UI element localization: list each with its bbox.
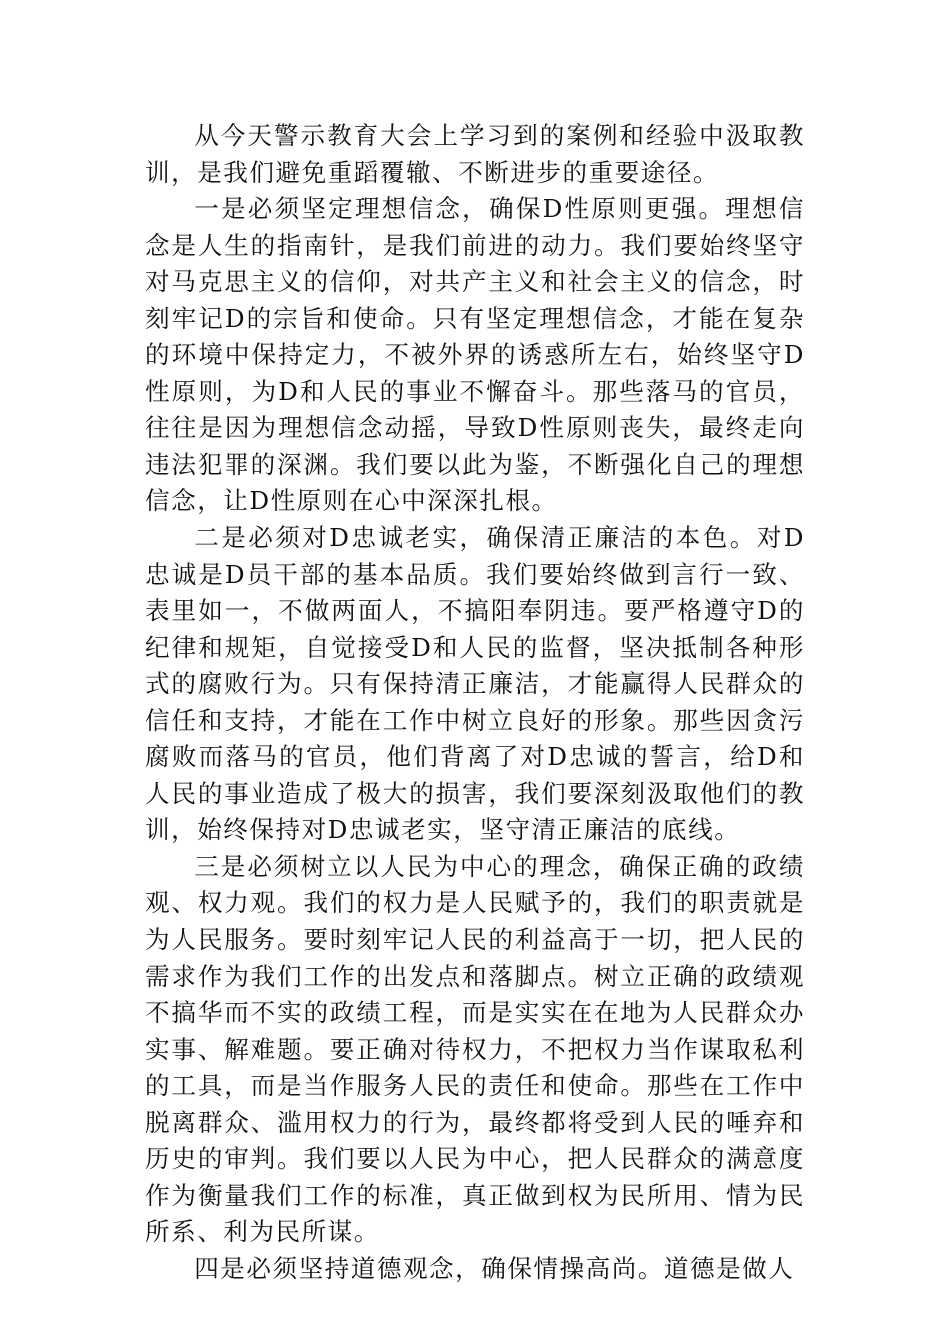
paragraph-point-4: 四是必须坚持道德观念，确保情操高尚。道德是做人 (194, 1253, 795, 1283)
document-body (145, 118, 805, 1288)
paragraph-point-3: 三是必须树立以人民为中心的理念，确保正确的政绩观、权力观。我们的权力是人民赋予的，我们的职责就是为人民服务。要时刻牢记人民的利益高于一切，把人民的需求作为我们工作的出发点和落脚点。树立正确的政绩观不搞华而不实的政绩工程，而是实实在在地为人民群众办实事、解难题。要正确对待权力，不把权力当作谋取私利的工具，而是当作服务人民的责任和使命。那些在工作中脱离群众、滥用权力的行为，最终都将受到人民的唾弃和历史的审判。我们要以人民为中心，把人民群众的满意度作为衡量我们工作的标准，真正做到权为民所用、情为民所系、利为民所谋。 (145, 851, 805, 1247)
paragraph-point-2: 二是必须对D忠诚老实，确保清正廉洁的本色。对D忠诚是D员干部的基本品质。我们要始终做到言行一致、表里如一，不做两面人，不搞阳奉阴违。要严格遵守D的纪律和规矩，自觉接受D和人民的监督，坚决抵制各种形式的腐败行为。只有保持清正廉洁，才能赢得人民群众的信任和支持，才能在工作中树立良好的形象。那些因贪污腐败而落马的官员，他们背离了对D忠诚的誓言，给D和人民的事业造成了极大的损害，我们要深刻汲取他们的教训，始终保持对D忠诚老实，坚守清正廉洁的底线。 (145, 523, 805, 845)
paragraph-intro: 从今天警示教育大会上学习到的案例和经验中汲取教训，是我们避免重蹈覆辙、不断进步的重要途径。 (145, 121, 805, 187)
paragraph-point-1: 一是必须坚定理想信念，确保D性原则更强。理想信念是人生的指南针，是我们前进的动力。我们要始终坚守对马克思主义的信仰，对共产主义和社会主义的信念，时刻牢记D的宗旨和使命。只有坚定理想信念，才能在复杂的环境中保持定力，不被外界的诱惑所左右，始终坚守D性原则，为D和人民的事业不懈奋斗。那些落马的官员，往往是因为理想信念动摇，导致D性原则丧失，最终走向违法犯罪的深渊。我们要以此为鉴，不断强化自己的理想信念，让D性原则在心中深深扎根。 (145, 194, 805, 516)
